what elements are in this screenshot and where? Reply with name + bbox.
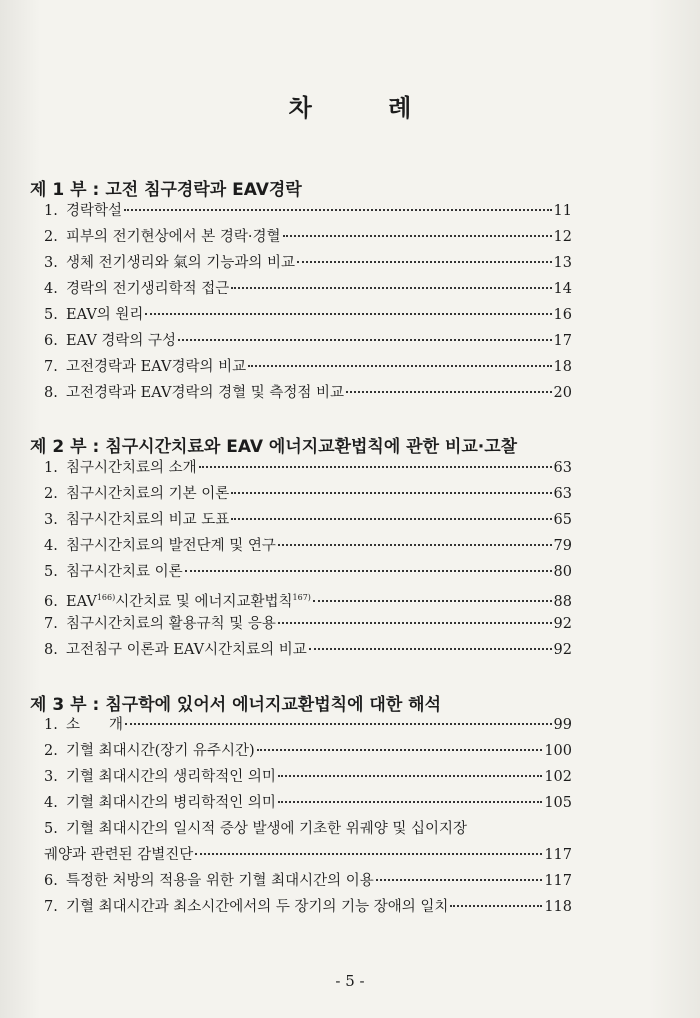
- part-3-title: 침구학에 있어서 에너지교환법칙에 대한 해석: [105, 695, 442, 715]
- toc-entry[interactable]: 7. 고전경락과 EAV경락의 비교 18: [44, 354, 572, 380]
- page-number: 65: [553, 512, 572, 528]
- page-number: 100: [544, 743, 572, 759]
- part-3-entries: [44, 712, 572, 920]
- page-footer-number: - 5 -: [335, 972, 365, 990]
- part-2-title: 침구시간치료와 EAV 에너지교환법칙에 관한 비교·고찰: [105, 437, 518, 457]
- leader-dots: [297, 261, 552, 263]
- leader-dots: [278, 544, 552, 546]
- toc-entry[interactable]: 3. 기혈 최대시간의 생리학적인 의미 102: [44, 764, 572, 790]
- toc-entry[interactable]: 4. 기혈 최대시간의 병리학적인 의미 105: [44, 790, 572, 816]
- page-number: 118: [544, 899, 572, 915]
- toc-entry[interactable]: 3. 침구시간치료의 비교 도표 65: [44, 507, 572, 533]
- toc-entry[interactable]: 3. 생체 전기생리와 氣의 기능과의 비교 13: [44, 250, 572, 276]
- page-number: 80: [553, 564, 572, 580]
- toc-entry[interactable]: 5. 기혈 최대시간의 일시적 증상 발생에 기초한 위궤양 및 십이지장 궤양과 관련된 감별진단 117: [44, 816, 572, 868]
- page-number: 12: [553, 229, 572, 245]
- toc-entry[interactable]: 6. EAV 경락의 구성 17: [44, 328, 572, 354]
- leader-dots: [257, 749, 543, 751]
- part-1-number: 제 1 부: [30, 180, 87, 200]
- leader-dots: [278, 775, 542, 777]
- toc-entry[interactable]: 2. 침구시간치료의 기본 이론 63: [44, 481, 572, 507]
- page-number: 117: [544, 873, 572, 889]
- leader-dots: [313, 600, 552, 602]
- page-number: 14: [553, 281, 572, 297]
- leader-dots: [309, 648, 552, 650]
- toc-entry[interactable]: 6. EAV$^{166)}$시간치료 및 에너지교환법칙$^{167)}$ 88: [44, 585, 572, 611]
- page-number: 117: [544, 847, 572, 863]
- part-3-number: 제 3 부: [30, 695, 87, 715]
- leader-dots: [346, 391, 552, 393]
- page-number: 92: [553, 642, 572, 658]
- toc-entry[interactable]: 4. 경락의 전기생리학적 접근 14: [44, 276, 572, 302]
- toc-entry[interactable]: 5. 침구시간치료 이론 80: [44, 559, 572, 585]
- toc-entry[interactable]: 5. EAV의 원리 16: [44, 302, 572, 328]
- part-3-heading: 제 3 부 : 침구학에 있어서 에너지교환법칙에 대한 해석: [30, 695, 442, 715]
- leader-dots: [376, 879, 543, 881]
- part-1-heading: 제 1 부 : 고전 침구경락과 EAV경락: [30, 180, 302, 200]
- footnote-ref: 167): [292, 593, 311, 602]
- toc-entry[interactable]: 2. 기혈 최대시간(장기 유주시간) 100: [44, 738, 572, 764]
- toc-entry[interactable]: 8. 고전침구 이론과 EAV시간치료의 비교 92: [44, 637, 572, 663]
- leader-dots: [231, 518, 551, 520]
- leader-dots: [125, 723, 552, 725]
- page-number: 92: [553, 616, 572, 632]
- leader-dots: [185, 570, 552, 572]
- leader-dots: [283, 235, 552, 237]
- toc-entry[interactable]: 4. 침구시간치료의 발전단계 및 연구 79: [44, 533, 572, 559]
- toc-entry[interactable]: 7. 기혈 최대시간과 최소시간에서의 두 장기의 기능 장애의 일치 118: [44, 894, 572, 920]
- toc-entry[interactable]: 7. 침구시간치료의 활용규칙 및 응용 92: [44, 611, 572, 637]
- page-title: 차 례: [288, 94, 446, 122]
- part-1-entries: [44, 198, 572, 406]
- toc-entry[interactable]: 1. 경락학설 11: [44, 198, 572, 224]
- page-number: 63: [553, 460, 572, 476]
- page-number: 13: [553, 255, 572, 271]
- part-2-heading: 제 2 부 : 침구시간치료와 EAV 에너지교환법칙에 관한 비교·고찰: [30, 437, 518, 457]
- part-2-number: 제 2 부: [30, 437, 87, 457]
- toc-entry[interactable]: 2. 피부의 전기현상에서 본 경락·경혈 12: [44, 224, 572, 250]
- leader-dots: [178, 339, 551, 341]
- toc-entry[interactable]: 1. 소 개 99: [44, 712, 572, 738]
- page-number: 102: [544, 769, 572, 785]
- page-number: 63: [553, 486, 572, 502]
- leader-dots: [278, 622, 552, 624]
- toc-entry[interactable]: 1. 침구시간치료의 소개 63: [44, 455, 572, 481]
- part-2-entries: [44, 455, 572, 663]
- toc-entry[interactable]: 8. 고전경락과 EAV경락의 경혈 및 측정점 비교 20: [44, 380, 572, 406]
- page-number: 11: [553, 203, 572, 219]
- page-number: 105: [544, 795, 572, 811]
- footnote-ref: 166): [96, 593, 116, 602]
- leader-dots: [231, 287, 551, 289]
- leader-dots: [231, 492, 551, 494]
- page-number: 99: [553, 717, 572, 733]
- page-number: 16: [553, 307, 572, 323]
- leader-dots: [199, 466, 552, 468]
- leader-dots: [248, 365, 551, 367]
- page-number: 20: [553, 385, 572, 401]
- leader-dots: [195, 853, 542, 855]
- page-number: 18: [553, 359, 572, 375]
- page-number: 79: [553, 538, 572, 554]
- leader-dots: [450, 905, 542, 907]
- leader-dots: [124, 209, 552, 211]
- leader-dots: [278, 801, 542, 803]
- page-number: 17: [553, 333, 572, 349]
- toc-entry[interactable]: 6. 특정한 처방의 적용을 위한 기혈 최대시간의 이용 117: [44, 868, 572, 894]
- leader-dots: [145, 313, 551, 315]
- part-1-title: 고전 침구경락과 EAV경락: [105, 180, 302, 200]
- page-number: 88: [553, 594, 572, 610]
